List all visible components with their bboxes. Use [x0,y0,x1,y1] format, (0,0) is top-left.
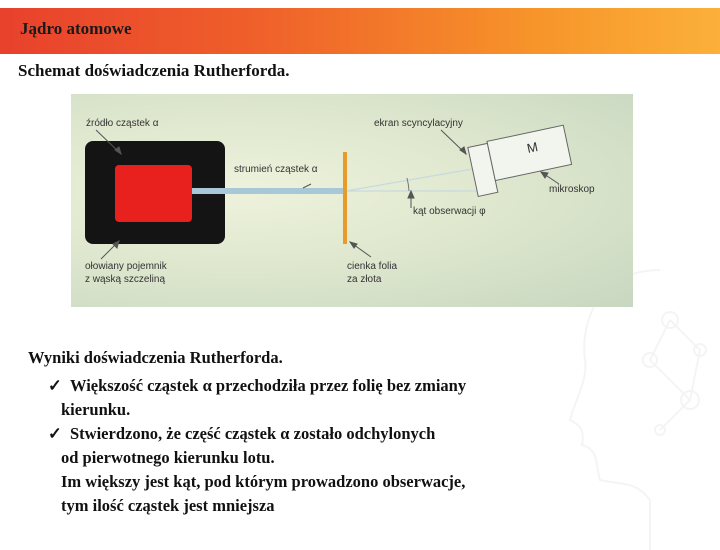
label-container-1: ołowiany pojemnik [85,261,167,272]
label-source: źródło cząstek α [86,118,159,129]
gold-foil [343,152,347,244]
bullet-1 [48,374,466,398]
rutherford-diagram [71,94,633,307]
bullet-1-continuation: kierunku. [61,400,131,419]
bullet-2-text: Stwierdzono, że część cząstek α zostało odchylonych [70,424,436,443]
alpha-source [115,165,192,222]
bullet-2-line-4: tym ilość cząstek jest mniejsza [61,496,275,515]
label-stream: strumień cząstek α [234,164,318,175]
results-heading: Wyniki doświadczenia Rutherforda. [28,348,283,367]
check-icon: ✓ [48,424,62,443]
label-angle: kąt obserwacji φ [413,206,486,217]
label-container-2: z wąską szczeliną [85,274,166,285]
label-screen: ekran scyncylacyjny [374,118,463,129]
label-microscope-mark: M [525,139,540,156]
label-foil-2: za złota [347,274,382,285]
label-microscope: mikroskop [549,184,595,195]
page-title: Jądro atomowe [20,19,132,38]
label-foil-1: cienka folia [347,261,398,272]
bullet-2-line-3: Im większy jest kąt, pod którym prowadzono obserwacje, [61,472,466,491]
bullet-2 [48,422,435,446]
check-icon: ✓ [48,376,62,395]
subtitle: Schemat doświadczenia Rutherforda. [18,61,290,80]
bullet-2-line-2: od pierwotnego kierunku lotu. [61,448,275,467]
bullet-1-text: Większość cząstek α przechodziła przez folię bez zmiany [70,376,467,395]
alpha-beam [192,188,346,194]
